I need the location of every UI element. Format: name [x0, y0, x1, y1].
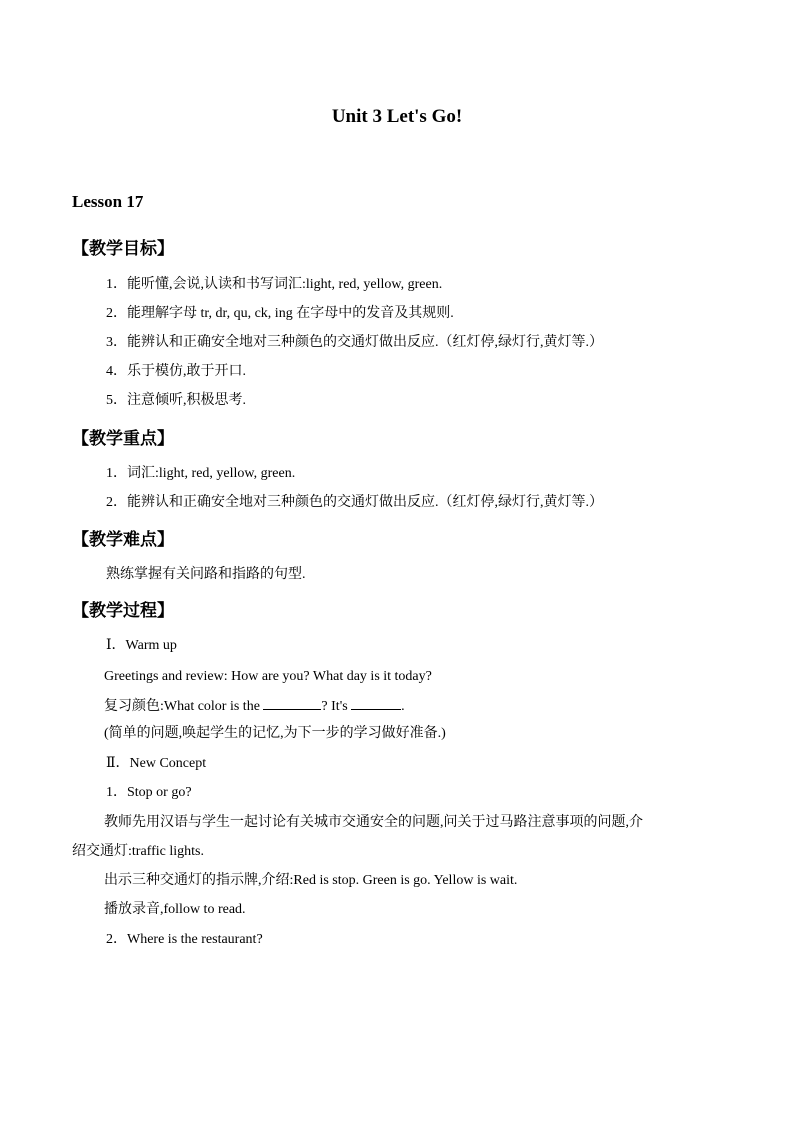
key-points-heading: 【教学重点】 — [72, 429, 174, 449]
recording-line: 播放录音,follow to read. — [104, 902, 246, 917]
greetings-line: Greetings and review: How are you? What day is it today? — [104, 669, 432, 684]
step-one-label: 1．Stop or go? — [106, 785, 192, 800]
fill-blank — [351, 697, 401, 710]
lesson-label: Lesson 17 — [72, 192, 144, 211]
objective-item: 2．能理解字母 tr, dr, qu, ck, ing 在字母中的发音及其规则. — [106, 306, 454, 321]
signs-line: 出示三种交通灯的指示牌,介绍:Red is stop. Green is go. Yellow is wait. — [104, 873, 518, 888]
process-heading: 【教学过程】 — [72, 601, 174, 621]
key-point-item: 1．词汇:light, red, yellow, green. — [106, 466, 296, 481]
new-concept-label: Ⅱ．New Concept — [106, 756, 207, 771]
difficulties-heading: 【教学难点】 — [72, 530, 174, 550]
review-note: (简单的问题,唤起学生的记忆,为下一步的学习做好准备.) — [104, 726, 446, 741]
objectives-heading: 【教学目标】 — [72, 239, 174, 259]
objective-item: 3．能辨认和正确安全地对三种颜色的交通灯做出反应.（红灯停,绿灯行,黄灯等.） — [106, 335, 603, 350]
objective-item: 4．乐于模仿,敢于开口. — [106, 364, 246, 379]
discussion-line: 教师先用汉语与学生一起讨论有关城市交通安全的问题,问关于过马路注意事项的问题,介 — [104, 815, 643, 830]
objective-item: 5．注意倾听,积极思考. — [106, 393, 246, 408]
review-color-line — [104, 697, 405, 716]
discussion-line-continued: 绍交通灯:traffic lights. — [72, 844, 204, 859]
review-color-end: . — [401, 699, 405, 714]
difficulty-text: 熟练掌握有关问路和指路的句型. — [106, 567, 306, 582]
document-title: Unit 3 Let's Go! — [331, 106, 463, 127]
warm-up-label: Ⅰ．Warm up — [106, 638, 177, 653]
review-color-prompt: 复习颜色:What color is the — [104, 699, 260, 714]
fill-blank — [263, 697, 321, 710]
key-point-item: 2．能辨认和正确安全地对三种颜色的交通灯做出反应.（红灯停,绿灯行,黄灯等.） — [106, 495, 603, 510]
objective-item: 1．能听懂,会说,认读和书写词汇:light, red, yellow, green. — [106, 277, 443, 292]
step-two-label: 2．Where is the restaurant? — [106, 932, 263, 947]
review-color-question: ? It's — [321, 699, 348, 714]
